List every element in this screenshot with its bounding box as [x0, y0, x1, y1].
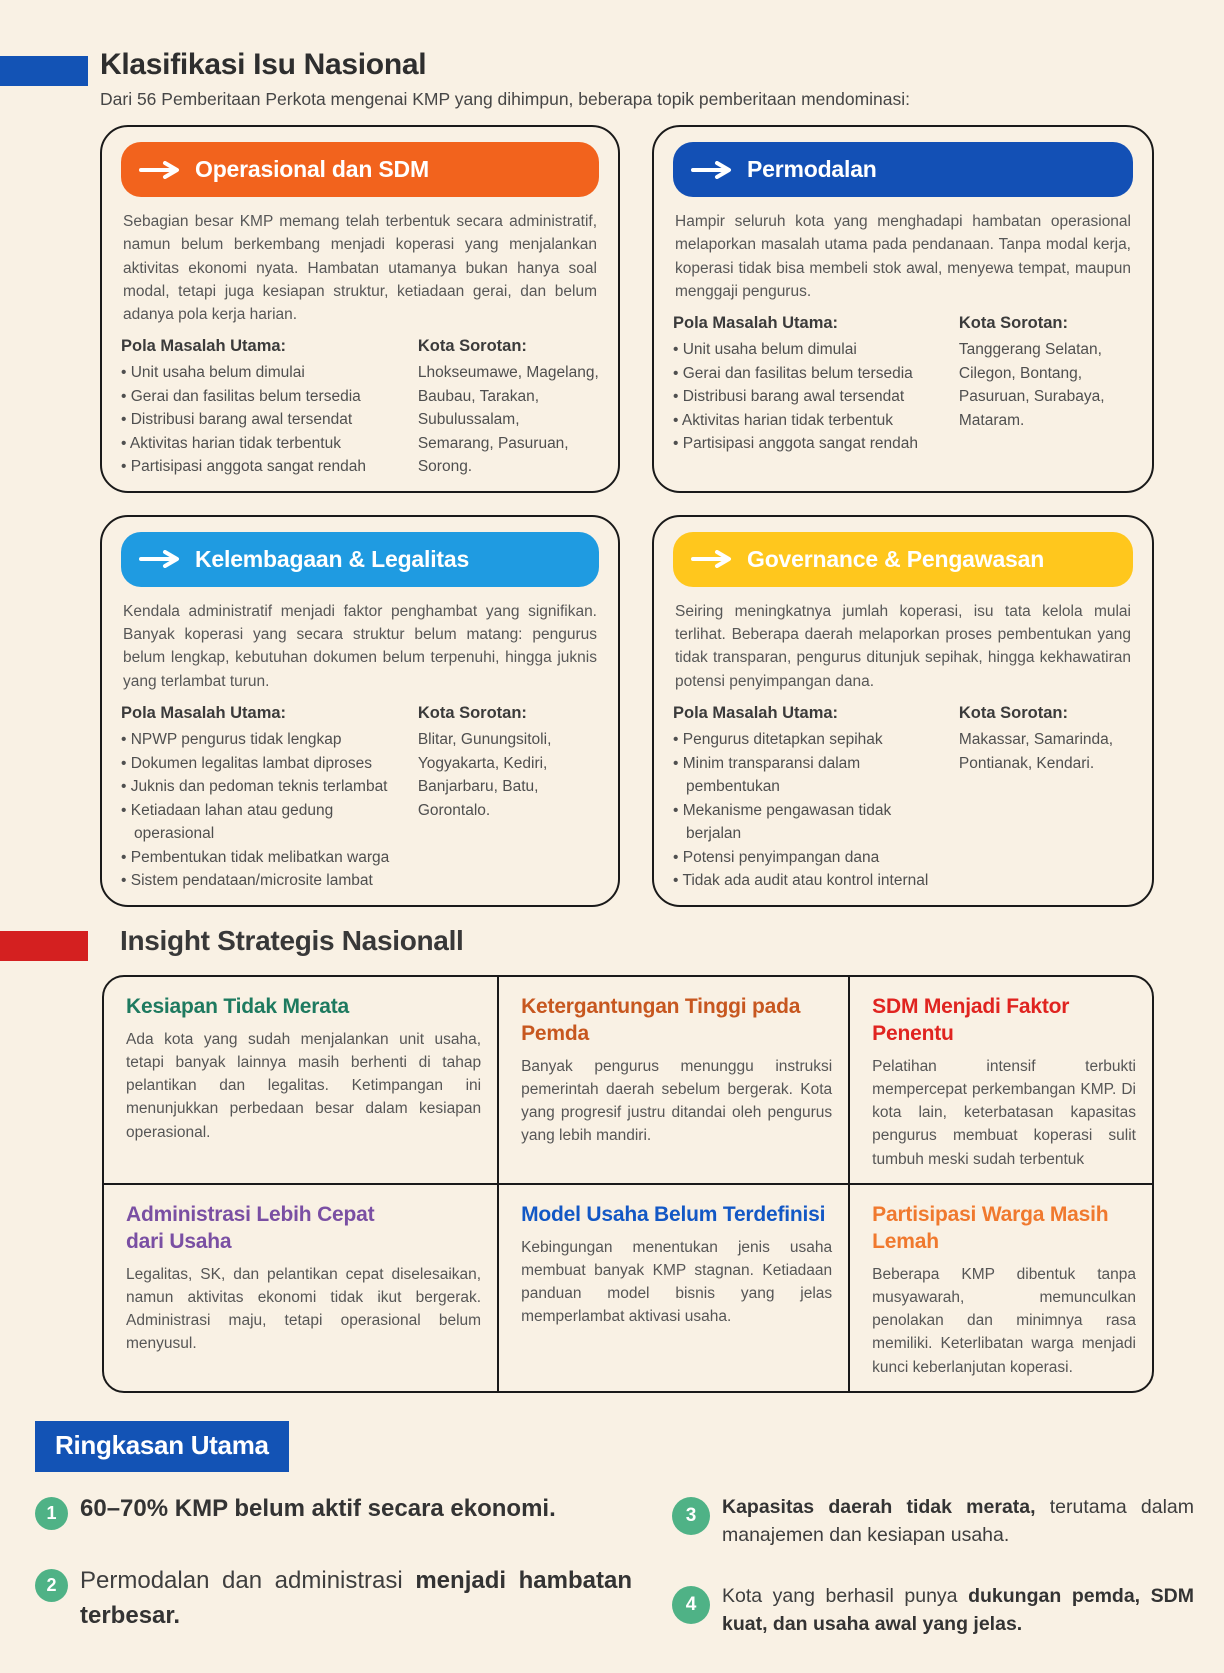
summary-regular-text: Permodalan dan administrasi — [80, 1566, 416, 1594]
insight-cell-title: Model Usaha Belum Terdefinisi — [521, 1202, 826, 1226]
bullet-item: • Tidak ada audit atau kontrol internal — [673, 869, 943, 893]
insight-cell-kesiapan — [104, 977, 499, 1185]
arrow-right-icon — [139, 550, 183, 568]
bullet-item: • Aktivitas harian tidak terbentuk — [673, 409, 943, 433]
pola-masalah-column — [673, 704, 943, 893]
topic-card-operasional-sdm — [100, 125, 620, 493]
bullet-item: • Pengurus ditetapkan sepihak — [673, 728, 943, 752]
insight-cell-ketergantungan — [499, 977, 850, 1185]
kota-sorotan-column — [959, 314, 1133, 456]
kota-sorotan-cities: Tanggerang Selatan, Cilegon, Bontang, Pasuruan, Surabaya, Mataram. — [958, 341, 1105, 429]
summary-item-3 — [672, 1494, 1217, 1549]
insight-section-header — [0, 923, 1224, 969]
summary-bold-text: dukungan pemda, SDM kuat, dan usaha awal yang jelas. — [722, 1585, 1194, 1635]
number-badge-3: 3 — [672, 1497, 710, 1535]
number-badge-4: 4 — [672, 1586, 710, 1624]
pola-masalah-label: Pola Masalah Utama: — [673, 314, 839, 332]
bullet-item: • Unit usaha belum dimulai — [121, 361, 402, 385]
arrow-right-icon — [139, 161, 183, 179]
bullet-item: • Aktivitas harian tidak terbentuk — [121, 432, 402, 456]
pola-masalah-list — [673, 728, 943, 893]
arrow-right-icon — [691, 161, 735, 179]
bullet-item: • NPWP pengurus tidak lengkap — [121, 728, 402, 752]
kota-sorotan-label: Kota Sorotan: — [417, 337, 527, 356]
summary-item-text — [722, 1583, 1194, 1638]
topic-cards-grid — [100, 125, 1154, 907]
bullet-item: • Distribusi barang awal tersendat — [673, 385, 943, 409]
summary-item-2 — [35, 1564, 660, 1634]
summary-regular-text: terutama dalam manajemen dan kesiapan usaha. — [722, 1495, 1194, 1546]
insight-cell-body: Legalitas, SK, dan pelantikan cepat diselesaikan, namun aktivitas ekonomi tidak ikut bergerak. Administrasi maju, tetapi operasional belum menyusul. — [126, 1265, 482, 1353]
summary-regular-text: Kota yang berhasil punya — [722, 1585, 969, 1608]
topic-card-governance-pengawasan — [652, 515, 1154, 907]
insight-cell-body: Beberapa KMP dibentuk tanpa musyawarah, memunculkan penolakan dan minimnya rasa memiliki. Keterlibatan warga menjadi kunci keberlanjutan koperasi. — [872, 1265, 1136, 1376]
number-badge-2: 2 — [35, 1569, 68, 1602]
pola-masalah-column — [673, 314, 943, 456]
summary-title-box: Ringkasan Utama — [35, 1421, 289, 1472]
pola-masalah-label: Pola Masalah Utama: — [673, 703, 839, 722]
insight-cell-body: Ada kota yang sudah menjalankan unit usaha, tetapi banyak lainnya masih berhenti di tahap pelantikan dan legalitas. Ketimpangan ini menunjukkan perbedaan besar dalam kesiapan operasional. — [126, 1030, 482, 1141]
bullet-item: • Gerai dan fasilitas belum tersedia — [673, 362, 943, 386]
bullet-item: • Ketiadaan lahan atau gedung operasional — [121, 799, 402, 846]
bullet-item: • Unit usaha belum dimulai — [673, 338, 943, 362]
insight-cell-body: Banyak pengurus menunggu instruksi pemerintah daerah sebelum bergerak. Kota yang progresif justru ditandai oleh pengurus yang lebih mandiri. — [521, 1057, 833, 1145]
pola-masalah-list — [673, 338, 943, 456]
topic-card-header — [121, 532, 599, 587]
pola-masalah-label: Pola Masalah Utama: — [121, 703, 287, 722]
summary-item-text — [722, 1494, 1194, 1549]
kota-sorotan-label: Kota Sorotan: — [417, 703, 527, 722]
number-badge-1: 1 — [35, 1497, 68, 1530]
insight-cell-title: Partisipasi Warga Masih Lemah — [872, 1202, 1109, 1253]
page-header — [0, 0, 1224, 110]
kota-sorotan-column — [959, 704, 1133, 893]
summary-left-column — [35, 1492, 660, 1673]
bullet-item: • Dokumen legalitas lambat diproses — [121, 752, 402, 776]
topic-card-columns — [673, 314, 1133, 456]
bullet-item: • Sistem pendataan/microsite lambat — [121, 869, 402, 893]
bullet-item: • Distribusi barang awal tersendat — [121, 408, 402, 432]
summary-item-1 — [35, 1492, 660, 1530]
blue-accent-bar — [0, 56, 88, 86]
topic-card-title: Kelembagaan & Legalitas — [195, 545, 470, 572]
insight-grid — [102, 975, 1154, 1393]
insight-cell-administrasi — [104, 1185, 499, 1391]
topic-card-description: Hampir seluruh kota yang menghadapi hambatan operasional melaporkan masalah utama pada pendanaan. Tanpa modal kerja, koperasi tidak bisa membeli stok awal, menyewa tempat, maupun menggaji pengurus. — [675, 213, 1131, 300]
bullet-item: • Partisipasi anggota sangat rendah — [673, 432, 943, 456]
summary-item-text — [80, 1564, 632, 1634]
bullet-item: • Gerai dan fasilitas belum tersedia — [121, 385, 402, 409]
topic-card-title: Governance & Pengawasan — [747, 545, 1045, 572]
insight-cell-sdm — [850, 977, 1152, 1185]
pola-masalah-label: Pola Masalah Utama: — [121, 337, 287, 356]
kota-sorotan-label: Kota Sorotan: — [958, 314, 1068, 332]
bullet-item: • Pembentukan tidak melibatkan warga — [121, 846, 402, 870]
insight-cell-title: Kesiapan Tidak Merata — [126, 994, 350, 1018]
pola-masalah-column — [121, 337, 402, 479]
topic-card-title: Permodalan — [747, 156, 877, 182]
insight-cell-partisipasi — [850, 1185, 1152, 1391]
bullet-item: • Minim transparansi dalam pembentukan — [673, 752, 943, 799]
bullet-item: • Partisipasi anggota sangat rendah — [121, 455, 402, 479]
bullet-item: • Mekanisme pengawasan tidak berjalan — [673, 799, 943, 846]
pola-masalah-list — [121, 728, 402, 893]
topic-card-description: Sebagian besar KMP memang telah terbentuk secara administratif, namun belum berkembang menjadi koperasi yang menjalankan aktivitas ekonomi nyata. Hambatan utamanya bukan hanya soal modal, tetapi juga kesiapan struktur, ketiadaan gerai, dan belum adanya pola kerja harian. — [123, 213, 597, 323]
summary-right-column — [672, 1492, 1217, 1673]
topic-card-title: Operasional dan SDM — [195, 156, 429, 182]
insight-cell-title: Administrasi Lebih Cepat dari Usaha — [126, 1202, 375, 1253]
insight-cell-title: Ketergantungan Tinggi pada Pemda — [521, 994, 801, 1045]
topic-card-header — [121, 142, 599, 197]
red-accent-bar — [0, 931, 88, 961]
topic-card-columns — [121, 704, 599, 893]
summary-bold-text: Kapasitas daerah tidak merata, — [722, 1495, 1050, 1518]
topic-card-columns — [673, 704, 1133, 893]
bullet-item: • Juknis dan pedoman teknis terlambat — [121, 775, 402, 799]
kota-sorotan-column — [418, 337, 599, 479]
insight-cell-title: SDM Menjadi Faktor Penentu — [872, 994, 1070, 1045]
summary-items — [35, 1492, 1224, 1673]
summary-bold-text: 60–70% KMP belum aktif secara ekonomi. — [80, 1494, 556, 1522]
kota-sorotan-cities: Lhokseumawe, Magelang, Baubau, Tarakan, Subulussalam, Semarang, Pasuruan, Sorong. — [417, 364, 599, 476]
summary-bold-text: menjadi hambatan terbesar. — [80, 1566, 633, 1629]
page-subtitle: Dari 56 Pemberitaan Perkota mengenai KMP yang dihimpun, beberapa topik pemberitaan mendominasi: — [100, 89, 911, 109]
pola-masalah-column — [121, 704, 402, 893]
kota-sorotan-column — [418, 704, 599, 893]
topic-card-permodalan — [652, 125, 1154, 493]
bullet-item: • Potensi penyimpangan dana — [673, 846, 943, 870]
topic-card-kelembagaan-legalitas — [100, 515, 620, 907]
arrow-right-icon — [691, 550, 735, 568]
topic-card-columns — [121, 337, 599, 479]
topic-card-description: Seiring meningkatnya jumlah koperasi, isu tata kelola mulai terlihat. Beberapa daerah melaporkan proses pembentukan yang tidak transparan, pengurus ditunjuk sepihak, hingga kekhawatiran potensi penyimpangan dana. — [675, 602, 1131, 690]
insight-cell-body: Kebingungan menentukan jenis usaha membuat banyak KMP stagnan. Ketiadaan panduan model bisnis yang jelas memperlambat aktivasi usaha. — [521, 1238, 833, 1326]
pola-masalah-list — [121, 361, 402, 479]
summary-section — [0, 1421, 1224, 1673]
kota-sorotan-label: Kota Sorotan: — [958, 703, 1068, 722]
summary-item-text — [80, 1492, 632, 1530]
topic-card-header — [673, 142, 1133, 197]
insight-section-title: Insight Strategis Nasionall — [120, 924, 464, 956]
kota-sorotan-cities: Blitar, Gunungsitoli, Yogyakarta, Kediri, Banjarbaru, Batu, Gorontalo. — [417, 730, 552, 819]
page-title: Klasifikasi Isu Nasional — [100, 48, 427, 81]
topic-card-header — [673, 532, 1133, 587]
topic-card-description: Kendala administratif menjadi faktor penghambat yang signifikan. Banyak koperasi yang secara struktur belum matang: pengurus belum lengkap, kebutuhan dokumen belum terpenuhi, hingga juknis yang terlambat turun. — [123, 602, 597, 690]
insight-cell-model-usaha — [499, 1185, 850, 1391]
insight-cell-body: Pelatihan intensif terbukti mempercepat perkembangan KMP. Di kota lain, keterbatasan kapasitas pengurus membuat koperasi sulit tumbuh meski sudah terbentuk — [872, 1057, 1136, 1168]
kota-sorotan-cities: Makassar, Samarinda, Pontianak, Kendari. — [958, 730, 1114, 772]
summary-item-4 — [672, 1583, 1217, 1638]
